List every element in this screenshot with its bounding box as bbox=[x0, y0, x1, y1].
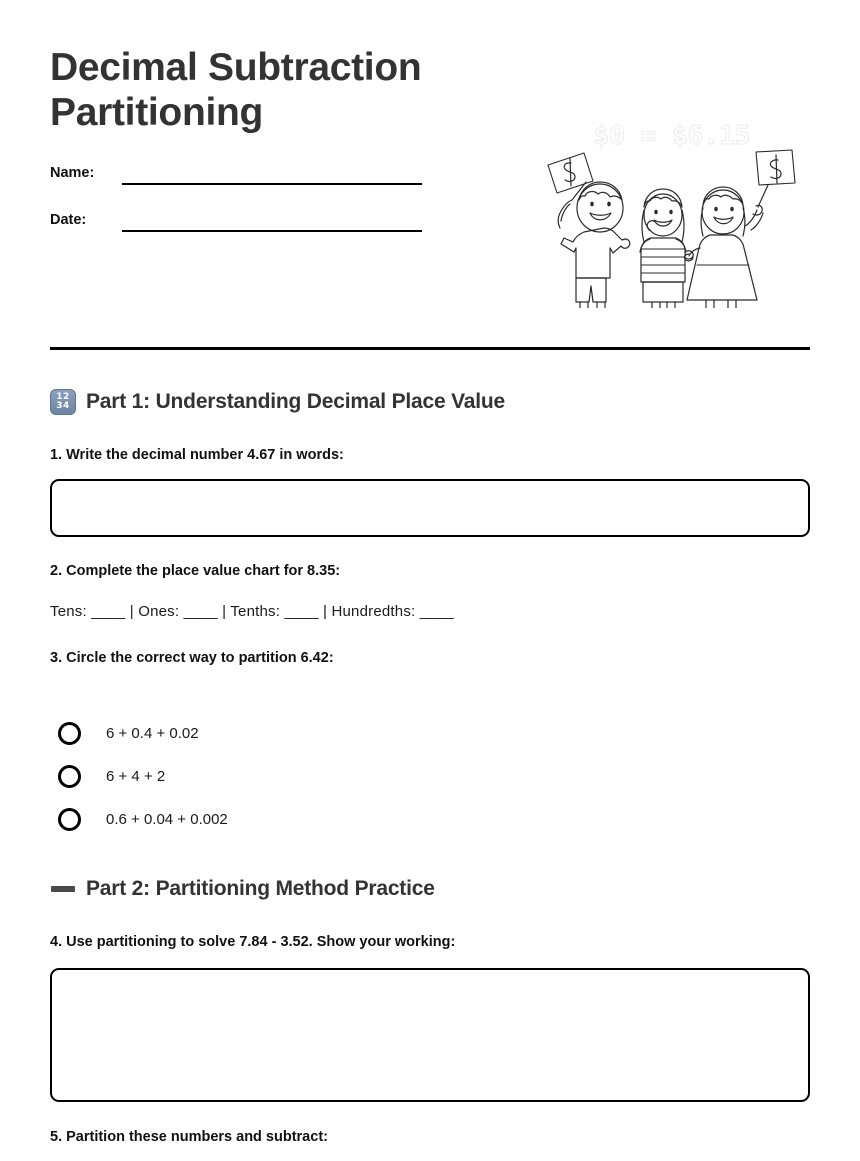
question-5-prompt: 5. Partition these numbers and subtract: bbox=[50, 1129, 328, 1145]
date-field-row bbox=[50, 212, 422, 228]
section-title-part-2: Part 2: Partitioning Method Practice bbox=[86, 877, 435, 900]
icon-numbers-bottom: 34 bbox=[56, 401, 70, 411]
radio-circle-icon[interactable] bbox=[58, 808, 81, 831]
radio-circle-icon[interactable] bbox=[58, 722, 81, 745]
faint-price-text: $0 = $6.15 bbox=[593, 121, 751, 151]
date-label: Date: bbox=[50, 212, 87, 228]
left-dollar-sign-placard bbox=[548, 153, 593, 200]
question-4-answer-box[interactable] bbox=[50, 968, 810, 1102]
question-1-prompt: 1. Write the decimal number 4.67 in words: bbox=[50, 447, 344, 463]
question-4-prompt: 4. Use partitioning to solve 7.84 - 3.52. Show your working: bbox=[50, 934, 456, 950]
children-with-dollar-signs-illustration bbox=[530, 108, 815, 308]
choice-label: 0.6 + 0.04 + 0.002 bbox=[106, 811, 228, 828]
name-label: Name: bbox=[50, 165, 95, 181]
horizontal-divider bbox=[50, 347, 810, 350]
radio-circle-icon[interactable] bbox=[58, 765, 81, 788]
choice-label: 6 + 0.4 + 0.02 bbox=[106, 725, 199, 742]
section-header-part-2 bbox=[50, 876, 435, 902]
section-header-part-1 bbox=[50, 389, 505, 415]
question-3-options bbox=[58, 712, 228, 841]
icon-numbers-top: 12 bbox=[56, 392, 70, 402]
choice-option[interactable] bbox=[58, 755, 228, 798]
right-dollar-sign-placard bbox=[756, 150, 795, 207]
date-input-line[interactable] bbox=[122, 230, 422, 232]
choice-option[interactable] bbox=[58, 798, 228, 841]
question-3-prompt: 3. Circle the correct way to partition 6.42: bbox=[50, 650, 334, 666]
name-input-line[interactable] bbox=[122, 183, 422, 185]
place-value-chart-line[interactable]: Tens: ____ | Ones: ____ | Tenths: ____ | Hundredths: ____ bbox=[50, 603, 454, 620]
section-title-part-1: Part 1: Understanding Decimal Place Value bbox=[86, 390, 505, 413]
minus-sign-icon bbox=[50, 876, 76, 902]
choice-option[interactable] bbox=[58, 712, 228, 755]
page-title: Decimal Subtraction Partitioning bbox=[50, 46, 422, 134]
input-numbers-icon bbox=[50, 389, 76, 415]
question-1-answer-box[interactable] bbox=[50, 479, 810, 537]
name-field-row bbox=[50, 165, 422, 181]
choice-label: 6 + 4 + 2 bbox=[106, 768, 166, 785]
question-2-prompt: 2. Complete the place value chart for 8.35: bbox=[50, 563, 341, 579]
